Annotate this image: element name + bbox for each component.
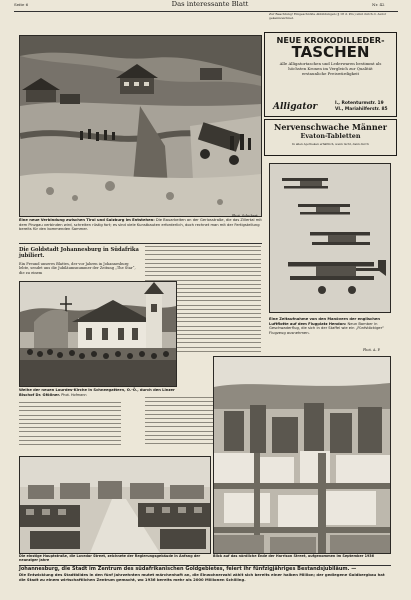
ad-nerven bbox=[264, 119, 397, 156]
footer-text: Die Entwicklung des Stadtbildes in den fünf Jahrzehnten mutet märchenhaft an, die Einwohnerzahl zählt sich bereits einer halben Million; der gediegene Goldbergbau hat die Stadt zu einem wirtschaftlichen Zentrum gemacht, wo 1936 bereits mehr als 2000 Millionen Schilling. bbox=[19, 572, 385, 582]
ad-nerven-title: Nervenschwache Männer bbox=[274, 122, 387, 132]
ad-brand-logo: Alligator bbox=[273, 102, 318, 112]
issue-label: Nr. 42 bbox=[372, 2, 385, 7]
city-skyline-photo bbox=[213, 356, 391, 554]
article-rule bbox=[19, 243, 262, 244]
caption-skyline-text: Blick auf das nördliche Ende der Harrison Street, aufgenommen im September 1936 bbox=[213, 554, 375, 558]
caption-planes bbox=[269, 317, 394, 335]
editor-note: Zur Beachtung! Eingeschickte Abbildungen (§ 18 d. P.G.) sind durch d. Autor gekennzeichnet. bbox=[269, 12, 387, 20]
page-label: Seite 6 bbox=[14, 2, 29, 7]
ad-nerven-subtitle: Evaton-Tabletten bbox=[300, 132, 361, 141]
article-text-col-left bbox=[19, 402, 121, 448]
footer-headline: Johannesburg, die Stadt im Zentrum des südafrikanischen Goldgebietes, feiert ihr fünfzigjähriges Bestandsjubiläum. — bbox=[19, 566, 357, 572]
ad-krokodil-body: Alle Alligatortaschen und Lederwaren bestimmt als höchsten Kronen im Vergleich zur Qualität erstaunliche Preiswürdigkeit bbox=[279, 61, 382, 77]
ad-address-2: VI., Mariahilferstr. 85 bbox=[335, 107, 388, 112]
caption-planes-text: Neun Bomber in Geschwaderflug, die sich in der Staffel wie ein „Fünfstöckiger“ Flugzeug ausnehmen. bbox=[269, 321, 385, 335]
church-photo bbox=[19, 281, 177, 387]
caption-gerlos-text: Die Bauarbeiten an der Gerlosstraße, die das Zillertal mit dem Pinzgau verbinden wird, schreiten rüstig fort; es sind viele Kunstbauten erforderlich, doch rechnet man mit der Fertigstellung bereits für den kommenden Sommer. bbox=[19, 218, 262, 232]
caption-planes-lead: Eine Zeitaufnahme von den Manövern der englischen Luftflotte auf dem Flugplatz Hendon: bbox=[269, 317, 380, 326]
caption-main-street-text: Die einstige Hauptstraße, die Lovedar Street, zeichnete der Regierungsgebäude in Anfang der neunziger Jahre bbox=[19, 554, 201, 562]
old-main-street-photo bbox=[19, 456, 211, 554]
caption-gerlos bbox=[19, 218, 262, 232]
article-headline: Die Goldstadt Johannesburg in Südafrika jubiliert. bbox=[19, 247, 139, 259]
caption-church-lead: Weihe der neuen Lourdes-Kirche in Schneegattern, O.-Ö., durch den Linzer Bischof Dr. Gföllner. bbox=[19, 388, 175, 397]
ad-krokodil-line1: NEUE KROKODILLEDER- bbox=[276, 35, 385, 45]
photo-credit-tirol: Phot. Schubert bbox=[232, 214, 258, 218]
caption-church-credit: Phot. Hofmann bbox=[61, 392, 87, 397]
bomber-formation-photo bbox=[269, 163, 391, 313]
caption-skyline bbox=[213, 554, 389, 558]
photo-credit-planes: Phot. A. P. bbox=[363, 348, 381, 352]
ad-krokodil-line2: TASCHEN bbox=[291, 43, 370, 62]
masthead-title: Das interessante Blatt bbox=[171, 0, 249, 8]
article-intro: Ein Freund unseres Blattes, der vor Jahren in Johannesburg lebte, sendet uns die Jubiläumsnummer der Zeitung „The Star“, die zu einem bbox=[19, 262, 136, 275]
ad-nerven-small: In allen Apotheken erhältlich, wenn nicht, dann durch bbox=[292, 141, 369, 146]
caption-church bbox=[19, 388, 175, 397]
ad-krokodil bbox=[264, 32, 397, 117]
caption-main-street bbox=[19, 554, 209, 562]
caption-gerlos-lead: Eine neue Verbindung zwischen Tirol und Salzburg im Entstehen: bbox=[19, 218, 155, 222]
gerlos-road-photo bbox=[19, 35, 262, 217]
ad-address-1: I., Rotenturmstr. 19 bbox=[335, 101, 384, 106]
